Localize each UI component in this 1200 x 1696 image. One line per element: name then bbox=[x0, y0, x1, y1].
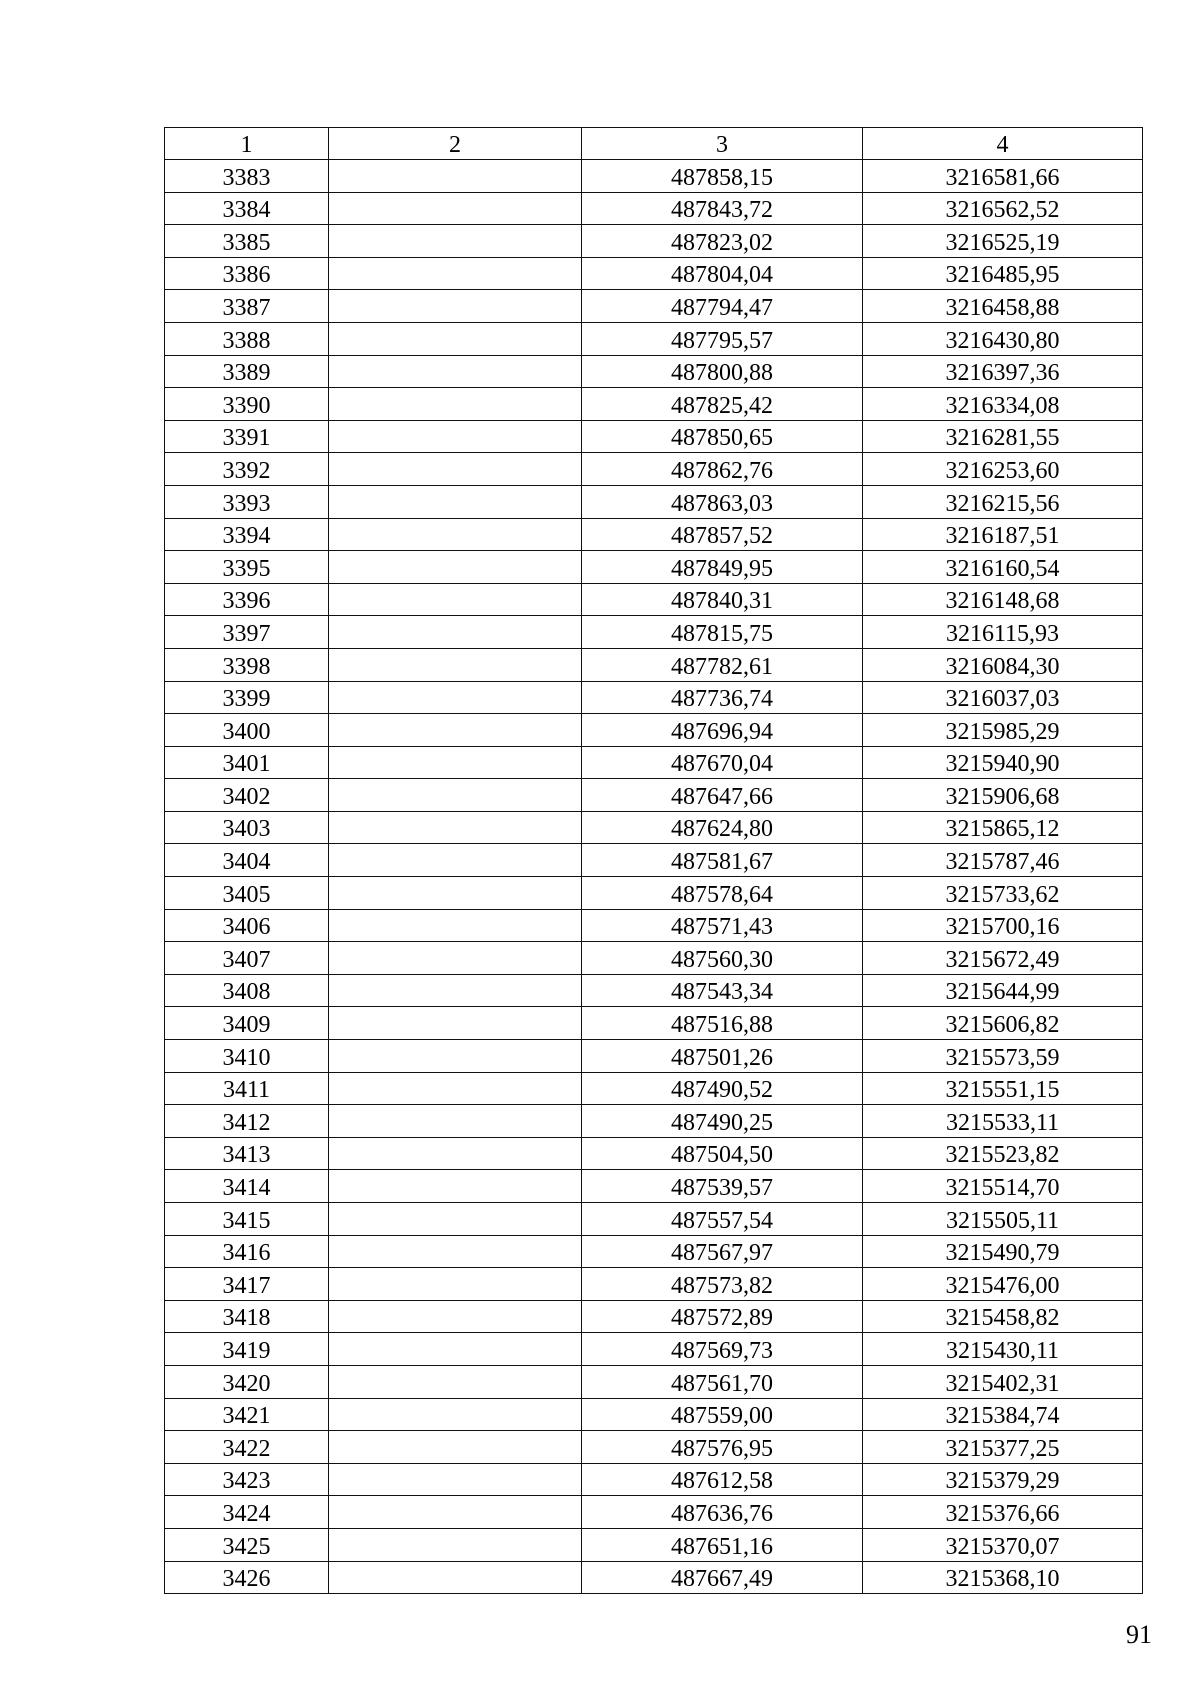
empty-cell bbox=[329, 1561, 582, 1594]
table-row bbox=[165, 583, 1143, 616]
x-coordinate-cell: 487795,57 bbox=[582, 322, 863, 355]
table-row bbox=[165, 1268, 1143, 1301]
point-number-cell: 3395 bbox=[165, 551, 329, 584]
table-row bbox=[165, 257, 1143, 290]
y-coordinate-cell: 3216397,36 bbox=[863, 355, 1143, 388]
point-number-cell: 3394 bbox=[165, 518, 329, 551]
table-row bbox=[165, 1496, 1143, 1529]
y-coordinate-cell: 3216187,51 bbox=[863, 518, 1143, 551]
y-coordinate-cell: 3215733,62 bbox=[863, 877, 1143, 910]
table-row bbox=[165, 1203, 1143, 1236]
y-coordinate-cell: 3215606,82 bbox=[863, 1007, 1143, 1040]
x-coordinate-cell: 487539,57 bbox=[582, 1170, 863, 1203]
x-coordinate-cell: 487825,42 bbox=[582, 388, 863, 421]
x-coordinate-cell: 487849,95 bbox=[582, 551, 863, 584]
y-coordinate-cell: 3215985,29 bbox=[863, 714, 1143, 747]
x-coordinate-cell: 487490,25 bbox=[582, 1105, 863, 1138]
table-row bbox=[165, 648, 1143, 681]
x-coordinate-cell: 487815,75 bbox=[582, 616, 863, 649]
x-coordinate-cell: 487696,94 bbox=[582, 714, 863, 747]
point-number-cell: 3384 bbox=[165, 192, 329, 225]
point-number-cell: 3390 bbox=[165, 388, 329, 421]
y-coordinate-cell: 3216562,52 bbox=[863, 192, 1143, 225]
empty-cell bbox=[329, 355, 582, 388]
x-coordinate-cell: 487576,95 bbox=[582, 1431, 863, 1464]
empty-cell bbox=[329, 714, 582, 747]
table-row bbox=[165, 1431, 1143, 1464]
empty-cell bbox=[329, 1105, 582, 1138]
table-row bbox=[165, 1040, 1143, 1073]
point-number-cell: 3400 bbox=[165, 714, 329, 747]
column-header-3: 3 bbox=[582, 128, 863, 160]
y-coordinate-cell: 3216215,56 bbox=[863, 485, 1143, 518]
y-coordinate-cell: 3215672,49 bbox=[863, 942, 1143, 975]
point-number-cell: 3403 bbox=[165, 811, 329, 844]
y-coordinate-cell: 3215940,90 bbox=[863, 746, 1143, 779]
x-coordinate-cell: 487501,26 bbox=[582, 1040, 863, 1073]
point-number-cell: 3423 bbox=[165, 1463, 329, 1496]
y-coordinate-cell: 3216525,19 bbox=[863, 225, 1143, 258]
y-coordinate-cell: 3216160,54 bbox=[863, 551, 1143, 584]
y-coordinate-cell: 3215376,66 bbox=[863, 1496, 1143, 1529]
x-coordinate-cell: 487557,54 bbox=[582, 1203, 863, 1236]
table-row bbox=[165, 485, 1143, 518]
table-row bbox=[165, 1105, 1143, 1138]
table-row bbox=[165, 355, 1143, 388]
x-coordinate-cell: 487567,97 bbox=[582, 1235, 863, 1268]
y-coordinate-cell: 3216458,88 bbox=[863, 290, 1143, 323]
point-number-cell: 3402 bbox=[165, 779, 329, 812]
empty-cell bbox=[329, 877, 582, 910]
empty-cell bbox=[329, 1137, 582, 1170]
y-coordinate-cell: 3215551,15 bbox=[863, 1072, 1143, 1105]
table-row bbox=[165, 192, 1143, 225]
x-coordinate-cell: 487736,74 bbox=[582, 681, 863, 714]
coordinates-table bbox=[164, 127, 1143, 1594]
x-coordinate-cell: 487636,76 bbox=[582, 1496, 863, 1529]
point-number-cell: 3392 bbox=[165, 453, 329, 486]
point-number-cell: 3396 bbox=[165, 583, 329, 616]
column-header-2: 2 bbox=[329, 128, 582, 160]
table-row bbox=[165, 1398, 1143, 1431]
x-coordinate-cell: 487670,04 bbox=[582, 746, 863, 779]
table-row bbox=[165, 616, 1143, 649]
table-header-row bbox=[165, 128, 1143, 160]
point-number-cell: 3386 bbox=[165, 257, 329, 290]
x-coordinate-cell: 487560,30 bbox=[582, 942, 863, 975]
empty-cell bbox=[329, 974, 582, 1007]
empty-cell bbox=[329, 551, 582, 584]
point-number-cell: 3421 bbox=[165, 1398, 329, 1431]
y-coordinate-cell: 3215370,07 bbox=[863, 1528, 1143, 1561]
point-number-cell: 3388 bbox=[165, 322, 329, 355]
table-row bbox=[165, 1235, 1143, 1268]
point-number-cell: 3393 bbox=[165, 485, 329, 518]
table-row bbox=[165, 388, 1143, 421]
y-coordinate-cell: 3215476,00 bbox=[863, 1268, 1143, 1301]
table-row bbox=[165, 1463, 1143, 1496]
table-row bbox=[165, 1561, 1143, 1594]
x-coordinate-cell: 487840,31 bbox=[582, 583, 863, 616]
empty-cell bbox=[329, 1203, 582, 1236]
x-coordinate-cell: 487647,66 bbox=[582, 779, 863, 812]
point-number-cell: 3397 bbox=[165, 616, 329, 649]
empty-cell bbox=[329, 909, 582, 942]
point-number-cell: 3425 bbox=[165, 1528, 329, 1561]
point-number-cell: 3419 bbox=[165, 1333, 329, 1366]
x-coordinate-cell: 487863,03 bbox=[582, 485, 863, 518]
empty-cell bbox=[329, 257, 582, 290]
table-row bbox=[165, 551, 1143, 584]
x-coordinate-cell: 487581,67 bbox=[582, 844, 863, 877]
empty-cell bbox=[329, 1007, 582, 1040]
table-row bbox=[165, 909, 1143, 942]
point-number-cell: 3385 bbox=[165, 225, 329, 258]
point-number-cell: 3406 bbox=[165, 909, 329, 942]
empty-cell bbox=[329, 681, 582, 714]
table-row bbox=[165, 1007, 1143, 1040]
y-coordinate-cell: 3216334,08 bbox=[863, 388, 1143, 421]
point-number-cell: 3391 bbox=[165, 420, 329, 453]
table-row bbox=[165, 974, 1143, 1007]
y-coordinate-cell: 3216281,55 bbox=[863, 420, 1143, 453]
y-coordinate-cell: 3215644,99 bbox=[863, 974, 1143, 1007]
x-coordinate-cell: 487667,49 bbox=[582, 1561, 863, 1594]
table-row bbox=[165, 714, 1143, 747]
point-number-cell: 3398 bbox=[165, 648, 329, 681]
point-number-cell: 3387 bbox=[165, 290, 329, 323]
table-body bbox=[165, 160, 1143, 1594]
x-coordinate-cell: 487624,80 bbox=[582, 811, 863, 844]
empty-cell bbox=[329, 1496, 582, 1529]
x-coordinate-cell: 487573,82 bbox=[582, 1268, 863, 1301]
column-header-1: 1 bbox=[165, 128, 329, 160]
table-row bbox=[165, 942, 1143, 975]
empty-cell bbox=[329, 1398, 582, 1431]
table-row bbox=[165, 681, 1143, 714]
empty-cell bbox=[329, 1333, 582, 1366]
y-coordinate-cell: 3216037,03 bbox=[863, 681, 1143, 714]
point-number-cell: 3417 bbox=[165, 1268, 329, 1301]
empty-cell bbox=[329, 420, 582, 453]
x-coordinate-cell: 487800,88 bbox=[582, 355, 863, 388]
y-coordinate-cell: 3215402,31 bbox=[863, 1365, 1143, 1398]
y-coordinate-cell: 3216581,66 bbox=[863, 160, 1143, 193]
empty-cell bbox=[329, 648, 582, 681]
table-row bbox=[165, 1170, 1143, 1203]
y-coordinate-cell: 3215490,79 bbox=[863, 1235, 1143, 1268]
y-coordinate-cell: 3215430,11 bbox=[863, 1333, 1143, 1366]
y-coordinate-cell: 3216430,80 bbox=[863, 322, 1143, 355]
x-coordinate-cell: 487559,00 bbox=[582, 1398, 863, 1431]
table-row bbox=[165, 877, 1143, 910]
x-coordinate-cell: 487782,61 bbox=[582, 648, 863, 681]
empty-cell bbox=[329, 1463, 582, 1496]
empty-cell bbox=[329, 290, 582, 323]
point-number-cell: 3424 bbox=[165, 1496, 329, 1529]
point-number-cell: 3418 bbox=[165, 1300, 329, 1333]
empty-cell bbox=[329, 225, 582, 258]
y-coordinate-cell: 3215787,46 bbox=[863, 844, 1143, 877]
point-number-cell: 3415 bbox=[165, 1203, 329, 1236]
table-row bbox=[165, 1333, 1143, 1366]
column-header-4: 4 bbox=[863, 128, 1143, 160]
table-row bbox=[165, 420, 1143, 453]
x-coordinate-cell: 487516,88 bbox=[582, 1007, 863, 1040]
point-number-cell: 3409 bbox=[165, 1007, 329, 1040]
point-number-cell: 3412 bbox=[165, 1105, 329, 1138]
empty-cell bbox=[329, 1300, 582, 1333]
table-row bbox=[165, 1365, 1143, 1398]
y-coordinate-cell: 3215700,16 bbox=[863, 909, 1143, 942]
table-row bbox=[165, 1137, 1143, 1170]
table-row bbox=[165, 844, 1143, 877]
empty-cell bbox=[329, 844, 582, 877]
y-coordinate-cell: 3216084,30 bbox=[863, 648, 1143, 681]
empty-cell bbox=[329, 942, 582, 975]
x-coordinate-cell: 487858,15 bbox=[582, 160, 863, 193]
point-number-cell: 3404 bbox=[165, 844, 329, 877]
x-coordinate-cell: 487857,52 bbox=[582, 518, 863, 551]
empty-cell bbox=[329, 322, 582, 355]
point-number-cell: 3414 bbox=[165, 1170, 329, 1203]
point-number-cell: 3410 bbox=[165, 1040, 329, 1073]
x-coordinate-cell: 487794,47 bbox=[582, 290, 863, 323]
y-coordinate-cell: 3215514,70 bbox=[863, 1170, 1143, 1203]
x-coordinate-cell: 487561,70 bbox=[582, 1365, 863, 1398]
y-coordinate-cell: 3215384,74 bbox=[863, 1398, 1143, 1431]
empty-cell bbox=[329, 583, 582, 616]
point-number-cell: 3426 bbox=[165, 1561, 329, 1594]
x-coordinate-cell: 487804,04 bbox=[582, 257, 863, 290]
point-number-cell: 3407 bbox=[165, 942, 329, 975]
point-number-cell: 3408 bbox=[165, 974, 329, 1007]
y-coordinate-cell: 3215533,11 bbox=[863, 1105, 1143, 1138]
empty-cell bbox=[329, 518, 582, 551]
table-row bbox=[165, 746, 1143, 779]
empty-cell bbox=[329, 779, 582, 812]
x-coordinate-cell: 487543,34 bbox=[582, 974, 863, 1007]
x-coordinate-cell: 487572,89 bbox=[582, 1300, 863, 1333]
y-coordinate-cell: 3215865,12 bbox=[863, 811, 1143, 844]
table-row bbox=[165, 518, 1143, 551]
x-coordinate-cell: 487823,02 bbox=[582, 225, 863, 258]
empty-cell bbox=[329, 1072, 582, 1105]
empty-cell bbox=[329, 192, 582, 225]
y-coordinate-cell: 3216115,93 bbox=[863, 616, 1143, 649]
x-coordinate-cell: 487569,73 bbox=[582, 1333, 863, 1366]
x-coordinate-cell: 487578,64 bbox=[582, 877, 863, 910]
empty-cell bbox=[329, 616, 582, 649]
empty-cell bbox=[329, 453, 582, 486]
x-coordinate-cell: 487504,50 bbox=[582, 1137, 863, 1170]
table-row bbox=[165, 290, 1143, 323]
y-coordinate-cell: 3215523,82 bbox=[863, 1137, 1143, 1170]
point-number-cell: 3413 bbox=[165, 1137, 329, 1170]
point-number-cell: 3389 bbox=[165, 355, 329, 388]
y-coordinate-cell: 3216485,95 bbox=[863, 257, 1143, 290]
table-row bbox=[165, 160, 1143, 193]
empty-cell bbox=[329, 160, 582, 193]
x-coordinate-cell: 487612,58 bbox=[582, 1463, 863, 1496]
empty-cell bbox=[329, 811, 582, 844]
empty-cell bbox=[329, 1528, 582, 1561]
table-row bbox=[165, 779, 1143, 812]
y-coordinate-cell: 3215379,29 bbox=[863, 1463, 1143, 1496]
empty-cell bbox=[329, 388, 582, 421]
x-coordinate-cell: 487850,65 bbox=[582, 420, 863, 453]
table-row bbox=[165, 1528, 1143, 1561]
x-coordinate-cell: 487651,16 bbox=[582, 1528, 863, 1561]
point-number-cell: 3383 bbox=[165, 160, 329, 193]
empty-cell bbox=[329, 1040, 582, 1073]
x-coordinate-cell: 487862,76 bbox=[582, 453, 863, 486]
empty-cell bbox=[329, 1431, 582, 1464]
empty-cell bbox=[329, 1365, 582, 1398]
point-number-cell: 3399 bbox=[165, 681, 329, 714]
empty-cell bbox=[329, 1170, 582, 1203]
y-coordinate-cell: 3215368,10 bbox=[863, 1561, 1143, 1594]
table-row bbox=[165, 225, 1143, 258]
empty-cell bbox=[329, 1235, 582, 1268]
y-coordinate-cell: 3215377,25 bbox=[863, 1431, 1143, 1464]
y-coordinate-cell: 3215505,11 bbox=[863, 1203, 1143, 1236]
point-number-cell: 3405 bbox=[165, 877, 329, 910]
empty-cell bbox=[329, 746, 582, 779]
empty-cell bbox=[329, 485, 582, 518]
point-number-cell: 3401 bbox=[165, 746, 329, 779]
point-number-cell: 3411 bbox=[165, 1072, 329, 1105]
x-coordinate-cell: 487571,43 bbox=[582, 909, 863, 942]
table-row bbox=[165, 453, 1143, 486]
empty-cell bbox=[329, 1268, 582, 1301]
x-coordinate-cell: 487490,52 bbox=[582, 1072, 863, 1105]
y-coordinate-cell: 3215573,59 bbox=[863, 1040, 1143, 1073]
point-number-cell: 3416 bbox=[165, 1235, 329, 1268]
table-row bbox=[165, 811, 1143, 844]
point-number-cell: 3422 bbox=[165, 1431, 329, 1464]
x-coordinate-cell: 487843,72 bbox=[582, 192, 863, 225]
y-coordinate-cell: 3215906,68 bbox=[863, 779, 1143, 812]
page-number: 91 bbox=[1126, 1620, 1152, 1649]
y-coordinate-cell: 3215458,82 bbox=[863, 1300, 1143, 1333]
y-coordinate-cell: 3216148,68 bbox=[863, 583, 1143, 616]
point-number-cell: 3420 bbox=[165, 1365, 329, 1398]
table-row bbox=[165, 1072, 1143, 1105]
table-row bbox=[165, 1300, 1143, 1333]
table-row bbox=[165, 322, 1143, 355]
y-coordinate-cell: 3216253,60 bbox=[863, 453, 1143, 486]
